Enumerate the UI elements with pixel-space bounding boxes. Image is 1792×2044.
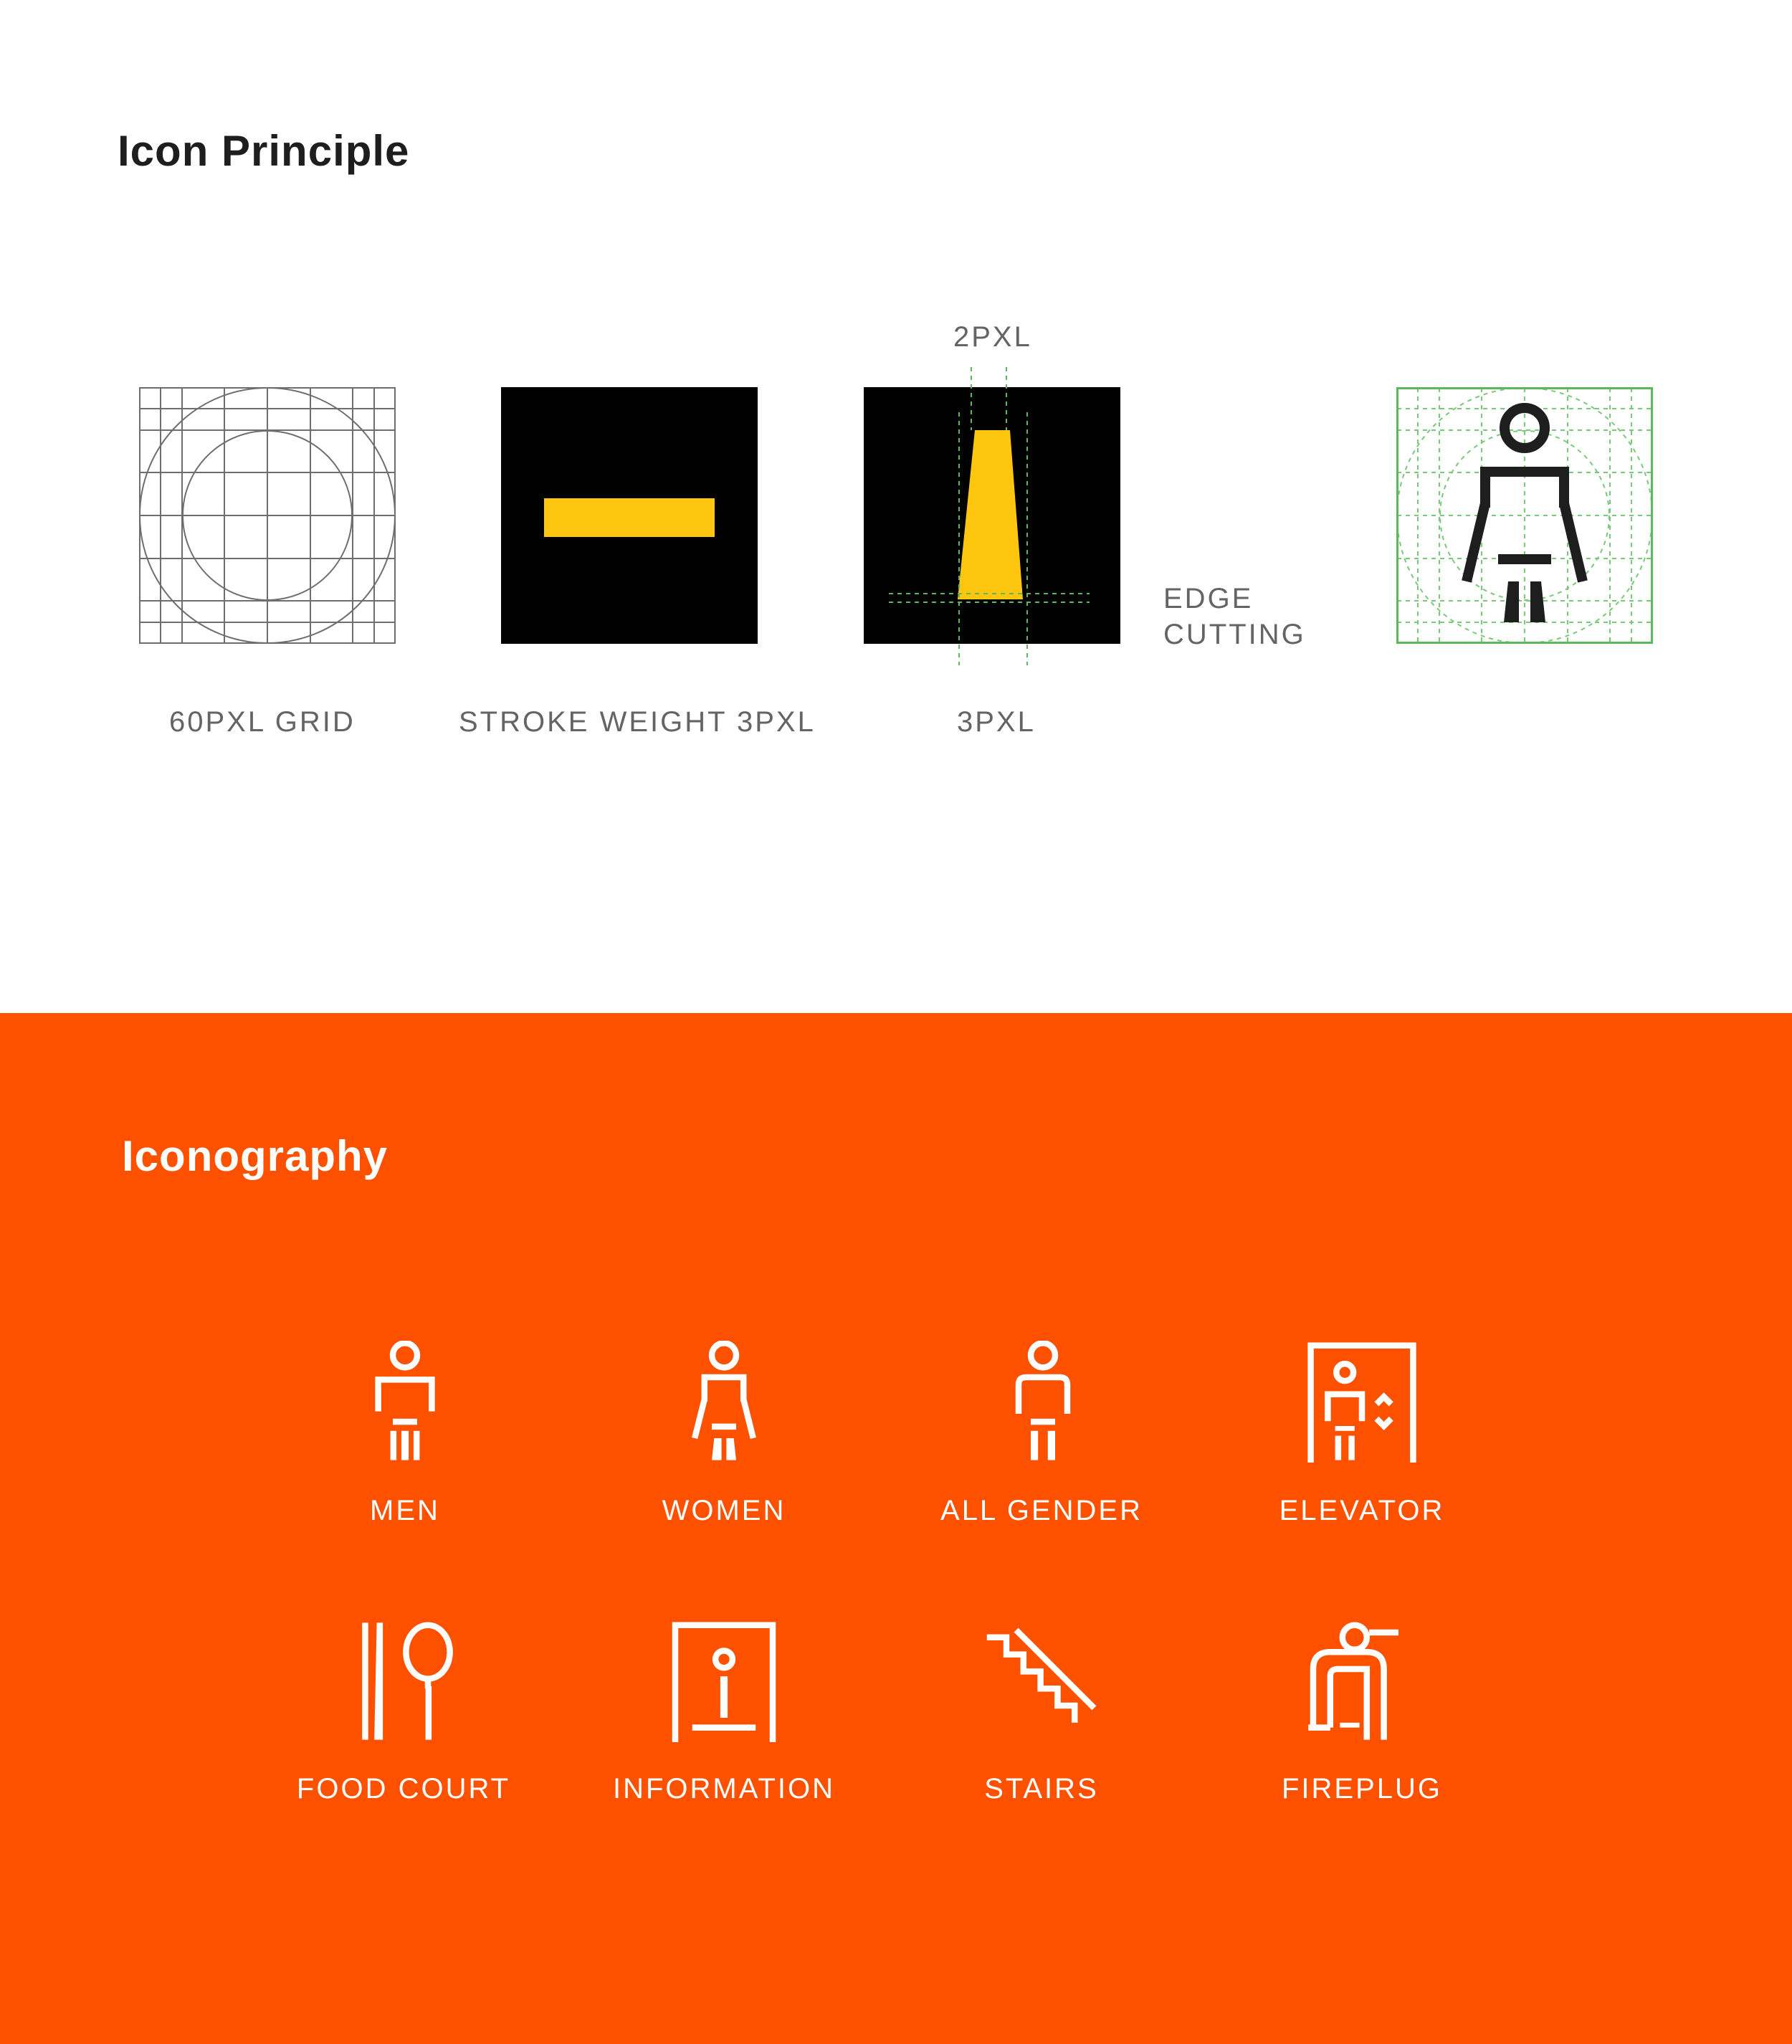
fireplug-label: FIREPLUG <box>1281 1773 1443 1805</box>
edge-caption-line1: EDGE <box>1163 583 1254 614</box>
elevator-label: ELEVATOR <box>1279 1495 1445 1526</box>
grid-diagram <box>139 387 396 644</box>
women-construction-diagram <box>1396 387 1653 644</box>
fireplug-icon <box>1301 1620 1423 1742</box>
edge-guides <box>824 358 1183 717</box>
all-gender-icon <box>982 1341 1104 1463</box>
top-measure-label: 2PXL <box>953 321 1032 353</box>
men-icon <box>344 1341 466 1463</box>
grid-caption: 60PXL GRID <box>169 706 356 738</box>
information-icon <box>663 1620 785 1742</box>
all-gender-label: ALL GENDER <box>940 1495 1143 1526</box>
icon-principle-section <box>0 0 1792 1013</box>
stairs-label: STAIRS <box>984 1773 1099 1805</box>
stroke-caption: STROKE WEIGHT 3PXL <box>459 706 816 738</box>
information-label: INFORMATION <box>612 1773 835 1805</box>
women-icon <box>663 1341 785 1463</box>
iconography-title: Iconography <box>122 1132 389 1180</box>
stairs-icon <box>982 1620 1104 1742</box>
bottom-measure-label: 3PXL <box>957 706 1036 738</box>
food-court-label: FOOD COURT <box>296 1773 511 1805</box>
women-label: WOMEN <box>662 1495 786 1526</box>
elevator-icon <box>1301 1341 1423 1463</box>
men-label: MEN <box>370 1495 440 1526</box>
stroke-weight-diagram <box>501 387 758 644</box>
edge-caption-line2: CUTTING <box>1163 619 1306 650</box>
food-court-icon <box>355 1620 477 1742</box>
section-title: Icon Principle <box>118 127 410 175</box>
